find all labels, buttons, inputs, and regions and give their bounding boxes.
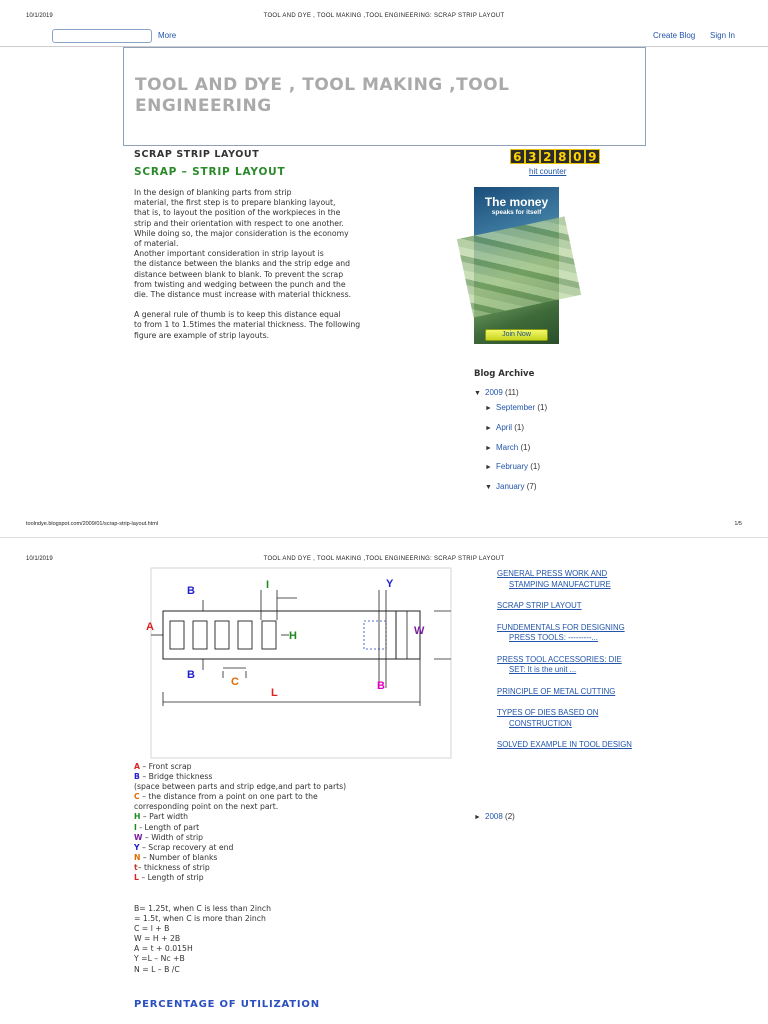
post-paragraph-2: A general rule of thumb is to keep this distance equal to from 1 to 1.5times the material thickness. The following figure are example of strip layouts. [134, 310, 361, 340]
post-link[interactable]: SOLVED EXAMPLE IN TOOL DESIGN [497, 740, 632, 749]
post-link[interactable]: GENERAL PRESS WORK AND STAMPING MANUFACTURE [497, 569, 611, 589]
triangle-down-icon[interactable]: ▼ [485, 484, 492, 491]
legend-item: C – the distance from a point on one part to the [134, 792, 318, 802]
legend-item: A – Front scrap [134, 762, 192, 771]
triangle-right-icon[interactable]: ► [474, 814, 481, 821]
label-b-recovery: B [377, 680, 385, 692]
formula-line: Y =L – Nc +B [134, 954, 185, 964]
legend-item: (space between parts and strip edge,and part to parts) [134, 782, 347, 792]
label-c: C [231, 676, 239, 688]
search-input[interactable] [52, 29, 152, 43]
legend-item: N – Number of blanks [134, 852, 218, 862]
legend [134, 762, 434, 883]
money-advertisement[interactable] [474, 187, 559, 344]
print-title: TOOL AND DYE , TOOL MAKING ,TOOL ENGINEERING: SCRAP STRIP LAYOUT [263, 13, 505, 19]
print-title: TOOL AND DYE , TOOL MAKING ,TOOL ENGINEERING: SCRAP STRIP LAYOUT [263, 556, 505, 562]
label-b-bottom: B [187, 669, 195, 681]
archive-month-february[interactable]: ► February (1) [485, 462, 541, 471]
legend-item: W – Width of strip [134, 832, 204, 842]
ad-title: The money [484, 195, 549, 209]
dollar-bills-image [457, 216, 581, 317]
post-title: SCRAP – STRIP LAYOUT [134, 166, 286, 178]
label-h: H [289, 630, 297, 642]
legend-item: H – Part width [134, 812, 188, 822]
legend-item: Y – Scrap recovery at end [134, 842, 234, 852]
create-blog-link[interactable]: Create Blog [653, 31, 696, 40]
print-date: 10/1/2019 [26, 13, 53, 19]
archive-month-january[interactable]: ▼ January (7) [485, 482, 537, 491]
triangle-right-icon[interactable]: ► [485, 464, 492, 471]
label-l: L [271, 687, 278, 699]
join-now-button[interactable]: Join Now [485, 329, 548, 341]
strip-layout-diagram [146, 568, 451, 758]
archive-year-2008[interactable]: ► 2008 (2) [474, 812, 515, 821]
formula-line: = 1.5t, when C is more than 2inch [134, 914, 266, 924]
january-posts-list [497, 569, 637, 762]
triangle-right-icon[interactable]: ► [485, 425, 492, 432]
post-link[interactable]: FUNDEMENTALS FOR DESIGNING PRESS TOOLS: ---------... [497, 622, 625, 642]
label-y: Y [386, 578, 394, 590]
post-link[interactable]: SCRAP STRIP LAYOUT [497, 601, 582, 610]
hit-counter-display[interactable]: 6 3 2 8 0 9 [510, 149, 600, 164]
post-link[interactable]: PRESS TOOL ACCESSORIES: DIE SET: It is the unit ... [497, 654, 622, 674]
post-link[interactable]: TYPES OF DIES BASED ON CONSTRUCTION [497, 708, 599, 728]
formula-line: A = t + 0.015H [134, 944, 193, 954]
more-link[interactable]: More [158, 31, 177, 40]
post-paragraph-1: In the design of blanking parts from strip material, the first step is to prepare blanking layout, that is, to layout the position of the workpieces in the strip and their orientation with respect to one another. While doing so, the major consideration is the economy of material. Another important consideration in strip layout is the distance between the blanks and the strip edge and distance between blank to blank. To prevent the scrap from twisting and wedging between the punch and the die. The distance must increase with material thickness. [134, 188, 352, 300]
label-b-top: B [187, 585, 195, 597]
formula-line: N = L – B /C [134, 964, 180, 974]
diagram-frame [151, 568, 451, 758]
formula-line: B= 1.25t, when C is less than 2inch [134, 904, 272, 913]
triangle-down-icon[interactable]: ▼ [474, 390, 481, 397]
formula-line: C = l + B [134, 924, 170, 934]
legend-item: corresponding point on the next part. [134, 802, 279, 812]
archive-month-april[interactable]: ► April (1) [485, 423, 525, 432]
triangle-right-icon[interactable]: ► [485, 445, 492, 452]
legend-item: t– thickness of strip [134, 862, 210, 872]
ad-subtitle: speaks for itself [491, 209, 542, 216]
formula-line: W = H + 2B [134, 934, 181, 944]
label-w: W [414, 625, 425, 637]
date-header: SCRAP STRIP LAYOUT [134, 149, 260, 160]
print-url: toolndye.blogspot.com/2009/01/scrap-strip-layout.html [26, 521, 159, 527]
page-divider [0, 537, 768, 538]
archive-month-march[interactable]: ► March (1) [485, 443, 531, 452]
post-link[interactable]: PRINCIPLE OF METAL CUTTING [497, 686, 616, 696]
legend-item: B – Bridge thickness [134, 772, 213, 782]
blog-title[interactable]: TOOL AND DYE , TOOL MAKING ,TOOL ENGINEERING [135, 75, 510, 116]
formulas [134, 904, 434, 975]
sign-in-link[interactable]: Sign In [710, 31, 735, 40]
label-i: I [266, 579, 270, 591]
print-header-page1 [0, 13, 768, 27]
print-page-number: 1/5 [734, 521, 742, 527]
triangle-right-icon[interactable]: ► [485, 405, 492, 412]
hit-counter-link[interactable]: hit counter [529, 167, 567, 176]
print-date: 10/1/2019 [26, 556, 53, 562]
archive-month-september[interactable]: ► September (1) [485, 403, 548, 412]
blog-archive-title: Blog Archive [474, 369, 535, 379]
archive-year-2009[interactable]: ▼ 2009 (11) [474, 388, 519, 397]
blog-header [123, 47, 646, 146]
legend-item: L – Length of strip [134, 873, 204, 883]
blogger-navbar [0, 27, 768, 47]
percentage-utilization-heading: PERCENTAGE OF UTILIZATION [134, 999, 320, 1010]
label-a: A [146, 621, 154, 633]
legend-item: I - Length of part [134, 822, 200, 832]
post-body [134, 188, 409, 351]
